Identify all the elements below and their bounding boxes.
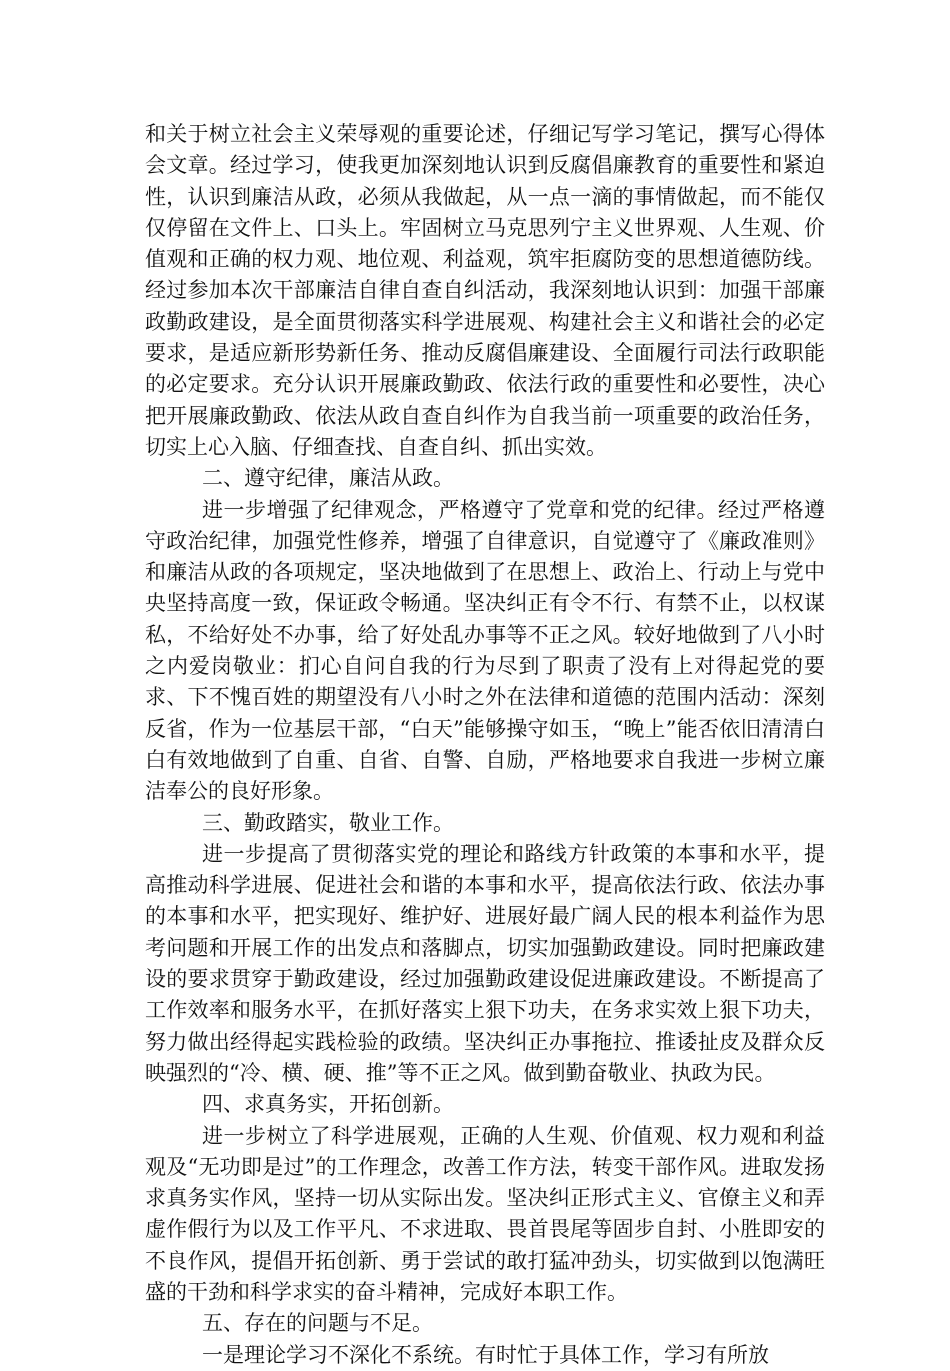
document-body [145, 119, 825, 1371]
section-heading-diligence: 三、勤政踏实，敬业工作。 [202, 810, 454, 835]
paragraph-problems: 一是理论学习不深化不系统。有时忙于具体工作，学习有所放 [202, 1342, 769, 1367]
paragraph-discipline: 进一步增强了纪律观念，严格遵守了党章和党的纪律。经过严格遵守政治纪律，加强党性修养，增强了自律意识，自觉遵守了《廉政准则》和廉洁从政的各项规定，坚决地做到了在思想上、政治上、行动上与党中央坚持高度一致，保证政令畅通。坚决纠正有令不行、有禁不止，以权谋私，不给好处不办事，给了好处乱办事等不正之风。较好地做到了八小时之内爱岗敬业：扪心自问自我的行为尽到了职责了没有上对得起党的要求、下不愧百姓的期望没有八小时之外在法律和道德的范围内活动：深刻反省，作为一位基层干部，“白天”能够操守如玉，“晚上”能否依旧清清白白有效地做到了自重、自省、自警、自励，严格地要求自我进一步树立廉洁奉公的良好形象。 [145, 497, 825, 804]
section-heading-discipline: 二、遵守纪律，廉洁从政。 [202, 466, 454, 491]
section-heading-problems: 五、存在的问题与不足。 [202, 1311, 433, 1336]
paragraph-study: 和关于树立社会主义荣辱观的重要论述，仔细记写学习笔记，撰写心得体会文章。经过学习，使我更加深刻地认识到反腐倡廉教育的重要性和紧迫性，认识到廉洁从政，必须从我做起，从一点一滴的事情做起，而不能仅仅停留在文件上、口头上。牢固树立马克思列宁主义世界观、人生观、价值观和正确的权力观、地位观、利益观，筑牢拒腐防变的思想道德防线。经过参加本次干部廉洁自律自查自纠活动，我深刻地认识到：加强干部廉政勤政建设，是全面贯彻落实科学进展观、构建社会主义和谐社会的必定要求，是适应新形势新任务、推动反腐倡廉建设、全面履行司法行政职能的必定要求。充分认识开展廉政勤政、依法行政的重要性和必要性，决心把开展廉政勤政、依法从政自查自纠作为自我当前一项重要的政治任务，切实上心入脑、仔细查找、自查自纠、抓出实效。 [145, 122, 825, 459]
paragraph-diligence: 进一步提高了贯彻落实党的理论和路线方针政策的本事和水平，提高推动科学进展、促进社会和谐的本事和水平，提高依法行政、依法办事的本事和水平，把实现好、维护好、进展好最广阔人民的根本利益作为思考问题和开展工作的出发点和落脚点，切实加强勤政建设。同时把廉政建设的要求贯穿于勤政建设，经过加强勤政建设促进廉政建设。不断提高了工作效率和服务水平，在抓好落实上狠下功夫，在务求实效上狠下功夫，努力做出经得起实践检验的政绩。坚决纠正办事拖拉、推诿扯皮及群众反映强烈的“冷、横、硬、推”等不正之风。做到勤奋敬业、执政为民。 [145, 841, 825, 1085]
section-heading-innovation: 四、求真务实，开拓创新。 [202, 1092, 454, 1117]
paragraph-innovation: 进一步树立了科学进展观，正确的人生观、价值观、权力观和利益观及“无功即是过”的工作理念，改善工作方法，转变干部作风。进取发扬求真务实作风，坚持一切从实际出发。坚决纠正形式主义、官僚主义和弄虚作假行为以及工作平凡、不求进取、畏首畏尾等固步自封、小胜即安的不良作风，提倡开拓创新、勇于尝试的敢打猛冲劲头，切实做到以饱满旺盛的干劲和科学求实的奋斗精神，完成好本职工作。 [145, 1123, 825, 1304]
